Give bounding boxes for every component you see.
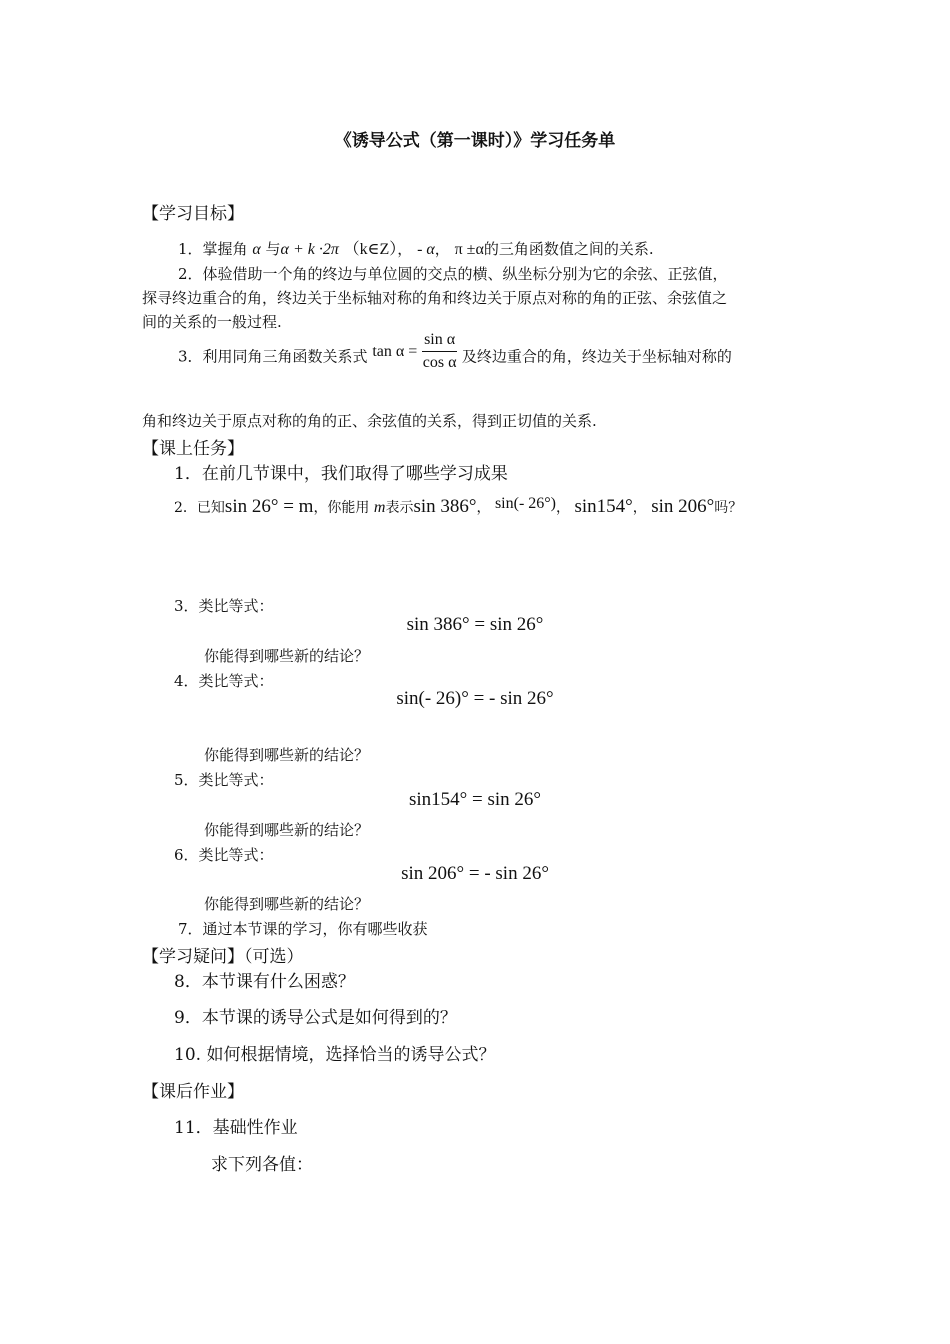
task-5-label: 5．类比等式：: [174, 771, 274, 789]
math-tan-lhs: tan α =: [372, 342, 418, 360]
task-7: 7．通过本节课的学习，你有哪些收获: [178, 920, 428, 938]
question-8: 8．本节课有什么困惑？: [174, 972, 355, 992]
task-4-label: 4．类比等式：: [174, 672, 274, 690]
task-6-equation: sin 206° = - sin 26°: [401, 863, 549, 884]
section-heading-tasks: 【课上任务】: [142, 439, 244, 459]
goal-item-2-line-2: 探寻终边重合的角，终边关于坐标轴对称的角和终边关于原点对称的角的正弦、余弦值之: [142, 289, 728, 307]
text: 及终边重合的角，终边关于坐标轴对称的: [461, 347, 732, 366]
task-3-question: 你能得到哪些新的结论？: [204, 647, 370, 665]
section-heading-goals: 【学习目标】: [142, 204, 244, 224]
goal-item-3-line-2: 角和终边关于原点对称的角的正、余弦值的关系，得到正切值的关系.: [142, 412, 597, 430]
task-4-question: 你能得到哪些新的结论？: [204, 746, 370, 764]
goal-item-1: [178, 236, 654, 259]
math-pi-alpha: π ±α: [454, 241, 484, 258]
task-5-question: 你能得到哪些新的结论？: [204, 821, 370, 839]
text: 吗？: [714, 500, 743, 516]
task-3-label: 3．类比等式：: [174, 597, 274, 615]
math-condition: （k∈Z）: [343, 241, 398, 258]
fraction-denominator: cos α: [422, 354, 457, 371]
text: ，你能用: [313, 500, 370, 516]
goal-item-3-line-1: [178, 331, 732, 378]
math-neg-alpha: - α: [417, 241, 435, 258]
task-1: 1．在前几节课中，我们取得了哪些学习成果: [174, 464, 508, 484]
text: 掌握角: [202, 240, 248, 258]
math-m: m: [373, 499, 386, 516]
goal-item-2-line-3: 间的关系的一般过程.: [142, 313, 282, 331]
math-given: sin 26° = m: [224, 496, 314, 517]
question-10: 10. 如何根据情境，选择恰当的诱导公式？: [174, 1045, 496, 1065]
text: 利用同角三角函数关系式: [202, 347, 368, 366]
task-3-equation: sin 386° = sin 26°: [406, 614, 544, 635]
item-number: 3．: [178, 347, 203, 366]
goal-item-2-line-1: 2．体验借助一个角的终边与单位圆的交点的横、纵坐标分别为它的余弦、正弦值，: [178, 265, 728, 283]
item-number: 2．: [174, 500, 197, 516]
section-heading-questions: 【学习疑问】（可选）: [142, 947, 304, 967]
punct: ，: [476, 500, 491, 516]
text: 已知: [196, 500, 225, 516]
math-fraction: [422, 331, 457, 372]
task-5-equation: sin154° = sin 26°: [408, 789, 541, 810]
math-alpha: α: [252, 241, 261, 258]
punct: ，: [397, 240, 413, 258]
homework-11-instruction: 求下列各值：: [211, 1155, 313, 1175]
punct: ，: [632, 500, 647, 516]
math-sin206: sin 206°: [651, 496, 715, 517]
math-sin-neg26: sin(- 26°): [494, 495, 556, 512]
task-6-label: 6．类比等式：: [174, 846, 274, 864]
page-title: 《诱导公式（第一课时）》学习任务单: [334, 131, 616, 151]
math-expression: α + k ·2π: [280, 241, 339, 258]
task-2: [174, 496, 742, 518]
math-sin154: sin154°: [574, 496, 633, 517]
task-6-question: 你能得到哪些新的结论？: [204, 895, 370, 913]
text: 表示: [385, 500, 414, 516]
text: 与: [265, 240, 281, 258]
question-9: 9．本节课的诱导公式是如何得到的？: [174, 1008, 457, 1028]
punct: ，: [434, 240, 450, 258]
fraction-numerator: sin α: [422, 331, 457, 352]
homework-11: 11．基础性作业: [174, 1118, 298, 1138]
section-heading-homework: 【课后作业】: [142, 1082, 244, 1102]
item-number: 1．: [178, 240, 203, 258]
task-4-equation: sin(- 26)° = - sin 26°: [396, 688, 554, 709]
math-sin386: sin 386°: [413, 496, 477, 517]
text: 的三角函数值之间的关系.: [483, 240, 654, 258]
punct: ，: [556, 500, 570, 516]
